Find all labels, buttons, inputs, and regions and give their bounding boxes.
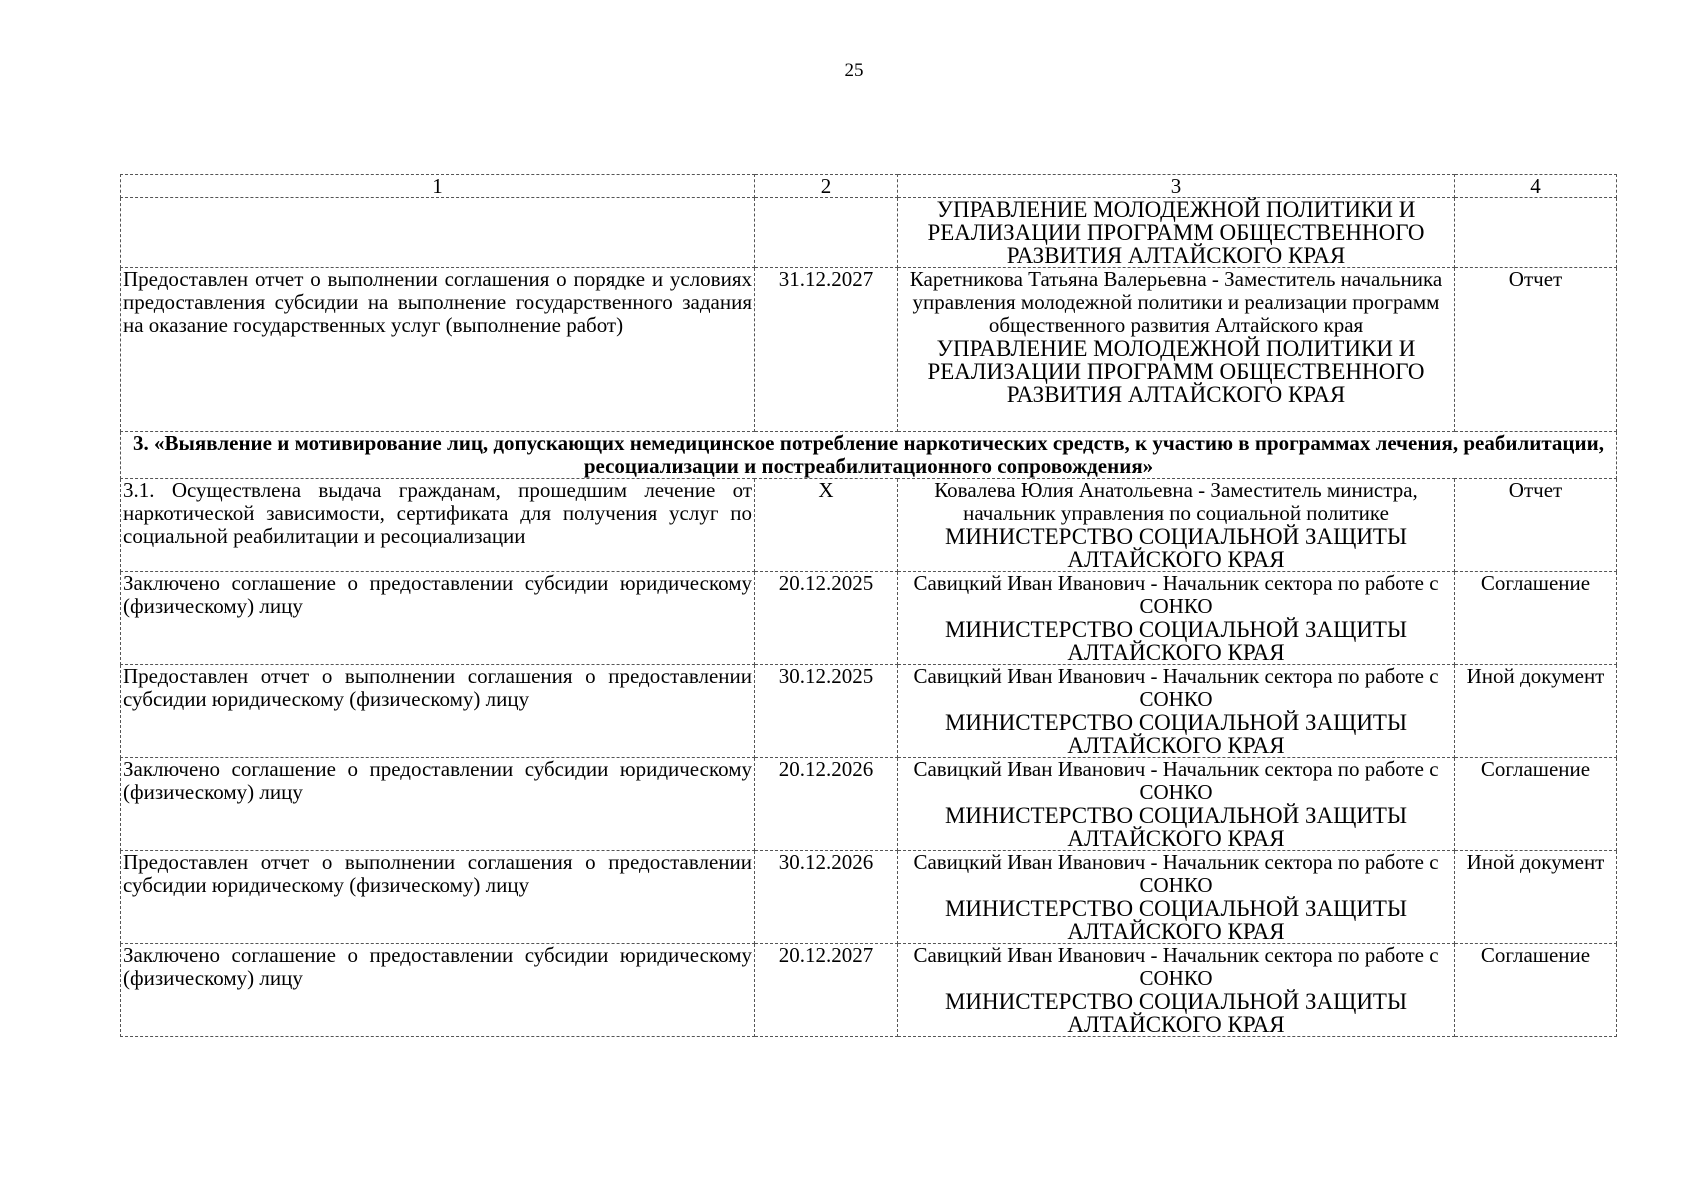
section-title: 3. «Выявление и мотивирование лиц, допускающих немедицинское потребление наркотических средств, к участию в программах лечения, реабилитации, ресоциализации и постреабилитационного сопровождения» <box>121 432 1617 479</box>
document-type <box>1455 198 1617 268</box>
responsible-cell <box>898 198 1455 268</box>
responsible-organization: МИНИСТЕРСТВО СОЦИАЛЬНОЙ ЗАЩИТЫ АЛТАЙСКОГО КРАЯ <box>944 896 1408 944</box>
deadline-date: 20.12.2025 <box>755 572 898 665</box>
responsible-organization: МИНИСТЕРСТВО СОЦИАЛЬНОЙ ЗАЩИТЫ АЛТАЙСКОГО КРАЯ <box>944 617 1408 665</box>
event-description: Предоставлен отчет о выполнении соглашения о порядке и условиях предоставления субсидии на выполнение государственного задания на оказание государственных услуг (выполнение работ) <box>121 268 755 432</box>
responsible-person: Савицкий Иван Иванович - Начальник сектора по работе с СОНКО <box>913 664 1439 711</box>
deadline-date: 31.12.2027 <box>755 268 898 432</box>
section-header-row <box>121 432 1617 479</box>
document-type: Соглашение <box>1455 572 1617 665</box>
event-description: Заключено соглашение о предоставлении субсидии юридическому (физическому) лицу <box>121 758 755 851</box>
responsible-organization: УПРАВЛЕНИЕ МОЛОДЕЖНОЙ ПОЛИТИКИ И РЕАЛИЗАЦИИ ПРОГРАММ ОБЩЕСТВЕННОГО РАЗВИТИЯ АЛТАЙСКОГО КРАЯ <box>927 197 1425 268</box>
table-body <box>121 198 1617 1037</box>
deadline-date: 20.12.2027 <box>755 944 898 1037</box>
table-row <box>121 572 1617 665</box>
responsible-person: Савицкий Иван Иванович - Начальник сектора по работе с СОНКО <box>913 943 1439 990</box>
responsible-organization: МИНИСТЕРСТВО СОЦИАЛЬНОЙ ЗАЩИТЫ АЛТАЙСКОГО КРАЯ <box>944 710 1408 758</box>
document-type: Отчет <box>1455 268 1617 432</box>
responsible-organization: МИНИСТЕРСТВО СОЦИАЛЬНОЙ ЗАЩИТЫ АЛТАЙСКОГО КРАЯ <box>944 989 1408 1037</box>
column-header-4: 4 <box>1455 175 1617 198</box>
responsible-organization: МИНИСТЕРСТВО СОЦИАЛЬНОЙ ЗАЩИТЫ АЛТАЙСКОГО КРАЯ <box>944 803 1408 851</box>
deadline-date <box>755 198 898 268</box>
column-header-1: 1 <box>121 175 755 198</box>
event-description <box>121 198 755 268</box>
column-header-3: 3 <box>898 175 1455 198</box>
responsible-organization: МИНИСТЕРСТВО СОЦИАЛЬНОЙ ЗАЩИТЫ АЛТАЙСКОГО КРАЯ <box>944 524 1408 572</box>
table-header <box>121 175 1617 198</box>
responsible-cell <box>898 479 1455 572</box>
event-description: Предоставлен отчет о выполнении соглашения о предоставлении субсидии юридическому (физическому) лицу <box>121 665 755 758</box>
event-description: Заключено соглашение о предоставлении субсидии юридическому (физическому) лицу <box>121 944 755 1037</box>
deadline-date: 30.12.2025 <box>755 665 898 758</box>
deadline-date: 20.12.2026 <box>755 758 898 851</box>
event-description: 3.1. Осуществлена выдача гражданам, прошедшим лечение от наркотической зависимости, сертификата для получения услуг по социальной реабилитации и ресоциализации <box>121 479 755 572</box>
responsible-person: Савицкий Иван Иванович - Начальник сектора по работе с СОНКО <box>913 850 1439 897</box>
responsible-cell <box>898 758 1455 851</box>
responsible-person: Каретникова Татьяна Валерьевна - Заместитель начальника управления молодежной политики и реализации программ общественного развития Алтайского края <box>909 267 1443 337</box>
responsible-organization: УПРАВЛЕНИЕ МОЛОДЕЖНОЙ ПОЛИТИКИ И РЕАЛИЗАЦИИ ПРОГРАММ ОБЩЕСТВЕННОГО РАЗВИТИЯ АЛТАЙСКОГО КРАЯ <box>927 336 1425 407</box>
event-description: Заключено соглашение о предоставлении субсидии юридическому (физическому) лицу <box>121 572 755 665</box>
deadline-date: 30.12.2026 <box>755 851 898 944</box>
table-row <box>121 198 1617 268</box>
responsible-person: Савицкий Иван Иванович - Начальник сектора по работе с СОНКО <box>913 757 1439 804</box>
table-row <box>121 851 1617 944</box>
responsible-cell <box>898 572 1455 665</box>
table-row <box>121 268 1617 432</box>
document-type: Соглашение <box>1455 944 1617 1037</box>
table-row <box>121 479 1617 572</box>
responsible-person: Ковалева Юлия Анатольевна - Заместитель министра, начальник управления по социальной политике <box>934 478 1418 525</box>
responsible-person: Савицкий Иван Иванович - Начальник сектора по работе с СОНКО <box>913 571 1439 618</box>
header-row <box>121 175 1617 198</box>
page-number: 25 <box>844 60 864 81</box>
document-type: Отчет <box>1455 479 1617 572</box>
event-description: Предоставлен отчет о выполнении соглашения о предоставлении субсидии юридическому (физическому) лицу <box>121 851 755 944</box>
table-row <box>121 758 1617 851</box>
responsible-cell <box>898 851 1455 944</box>
responsible-cell <box>898 665 1455 758</box>
table-row <box>121 665 1617 758</box>
events-table <box>120 174 1617 1037</box>
document-type: Соглашение <box>1455 758 1617 851</box>
column-header-2: 2 <box>755 175 898 198</box>
document-type: Иной документ <box>1455 851 1617 944</box>
deadline-date: X <box>755 479 898 572</box>
responsible-cell <box>898 944 1455 1037</box>
table-row <box>121 944 1617 1037</box>
responsible-cell <box>898 268 1455 432</box>
document-type: Иной документ <box>1455 665 1617 758</box>
